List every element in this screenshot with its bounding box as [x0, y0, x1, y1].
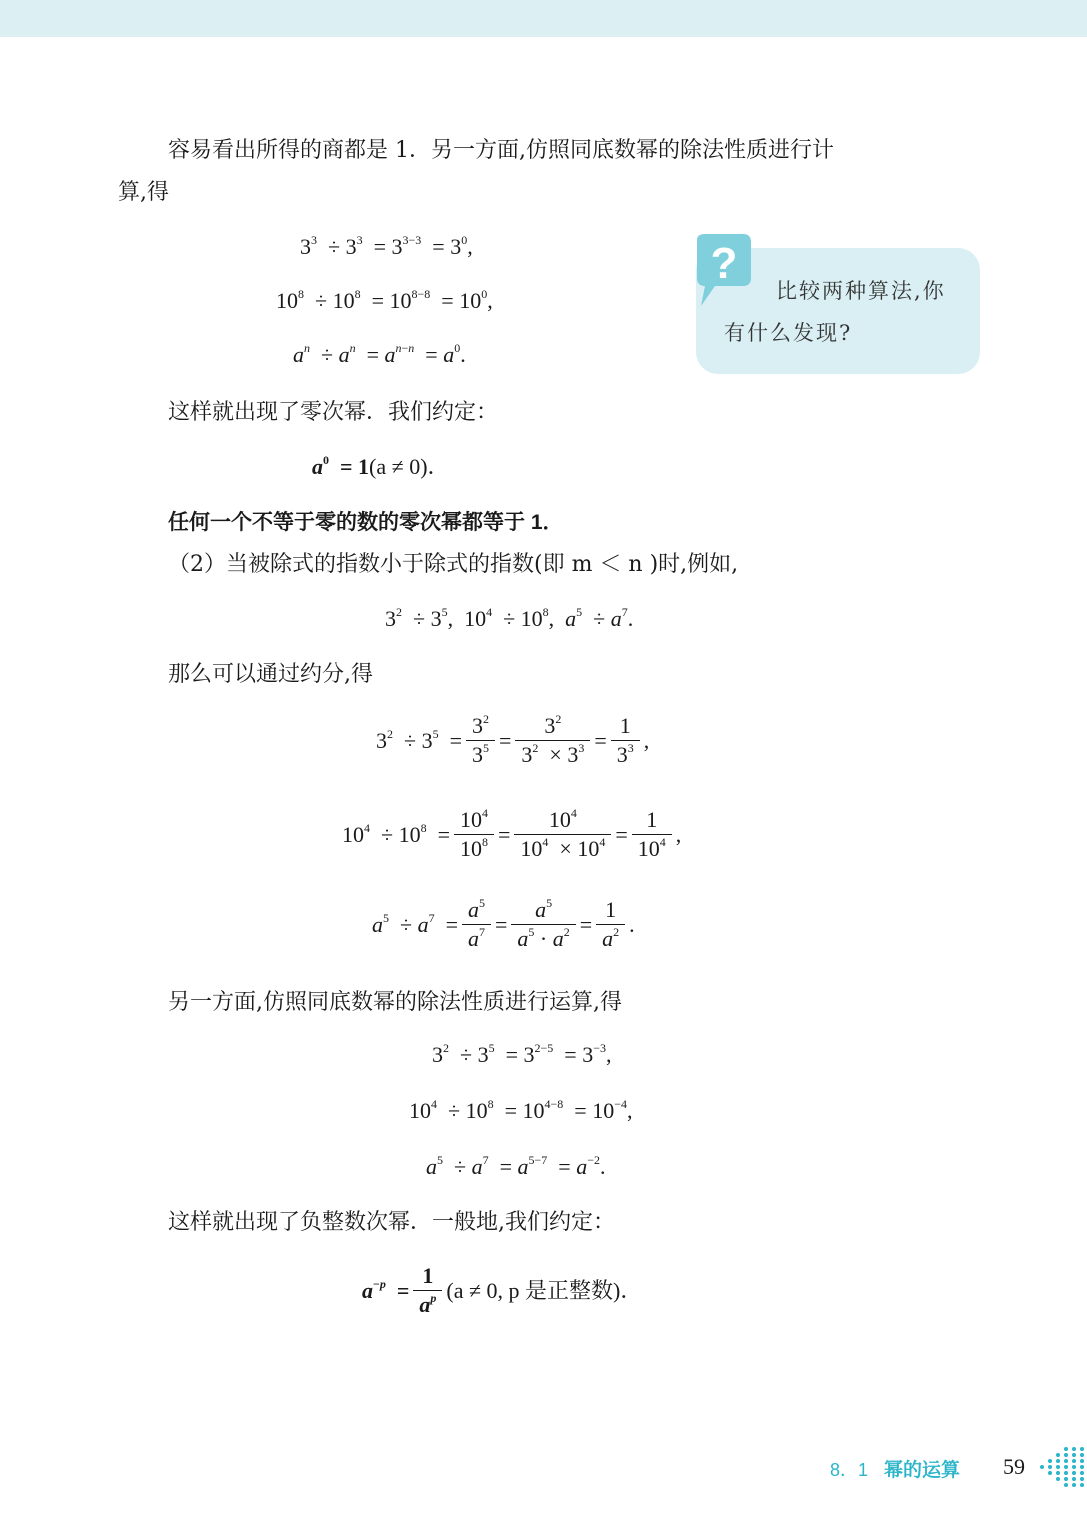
paragraph-intro-line1: 容易看出所得的商都是 1．另一方面,仿照同底数幂的除法性质进行计: [168, 138, 834, 163]
equation-a-negative: $a^5 \div a^7 = a^{5-7} = a^{-2}$.: [426, 1153, 606, 1179]
examples-line: $3^2 \div 3^5$, $10^4 \div 10^8$, $a^5 \div a^7$.: [385, 605, 634, 631]
rule-zero-power: 任何一个不等于零的数的零次幂都等于 1．: [168, 511, 564, 534]
paragraph-intro-line2: 算,得: [118, 180, 169, 205]
equation-a-zero: $a^n \div a^n = a^{n-n} = a^0$.: [293, 341, 466, 367]
top-band: [0, 0, 1087, 37]
footer-section-title: 幂的运算: [884, 1459, 961, 1481]
paragraph-zero-power: 这样就出现了零次幂．我们约定：: [168, 400, 499, 425]
page-number: 59: [1003, 1454, 1025, 1479]
definition-zero-condition: (a ≠ 0)．: [369, 454, 450, 479]
equation-3-zero: $3^3 \div 3^3 = 3^{3-3} = 3^0$,: [300, 233, 473, 259]
equation-10-zero: $10^8 \div 10^8 = 10^{8-8} = 10^0$,: [276, 287, 493, 313]
hint-text-line2: 有什么发现?: [724, 321, 853, 345]
footer-section-number: 8．1: [830, 1460, 869, 1480]
dot-grid-icon: [1038, 1446, 1086, 1488]
fraction-equation-a: $a^5 \div a^7$ = $\frac{a^5}{a^7}$ = $\frac{a^5}{a^5 \cdot a^2}$ = $\frac{1}{a^2}$ .: [372, 896, 635, 951]
svg-text:?: ?: [710, 239, 738, 288]
question-icon: [687, 232, 757, 312]
paragraph-case-2: （2）当被除式的指数小于除式的指数(即 m ＜ n )时,例如,: [168, 552, 739, 577]
paragraph-reduce: 那么可以通过约分,得: [168, 662, 373, 687]
definition-zero-power: $a^0 = 1(a \ne 0)$．: [312, 453, 450, 479]
equation-3-negative: $3^2 \div 3^5 = 3^{2-5} = 3^{-3}$,: [432, 1041, 612, 1067]
equation-10-negative: $10^4 \div 10^8 = 10^{4-8} = 10^{-4}$,: [409, 1097, 633, 1123]
hint-text-line1: 比较两种算法,你: [776, 279, 946, 303]
definition-negative-power: $a^{-p}$ = $\frac{1}{a^p}$ (a ≠ 0, p 是正整数)．: [362, 1263, 643, 1317]
paragraph-other-method: 另一方面,仿照同底数幂的除法性质进行运算,得: [168, 990, 622, 1015]
paragraph-negative-power: 这样就出现了负整数次幂．一般地,我们约定：: [168, 1210, 615, 1235]
fraction-equation-10: $10^4 \div 10^8$ = $\frac{10^4}{10^8}$ = $\frac{10^4}{10^4 \times 10^4}$ = $\frac{1}{10^4}$ ,: [342, 806, 682, 861]
definition-negative-condition: (a ≠ 0, p 是正整数)．: [446, 1277, 643, 1303]
fraction-equation-3: $3^2 \div 3^5$ = $\frac{3^2}{3^5}$ = $\frac{3^2}{3^2 \times 3^3}$ = $\frac{1}{3^3}$ ,: [376, 712, 650, 767]
